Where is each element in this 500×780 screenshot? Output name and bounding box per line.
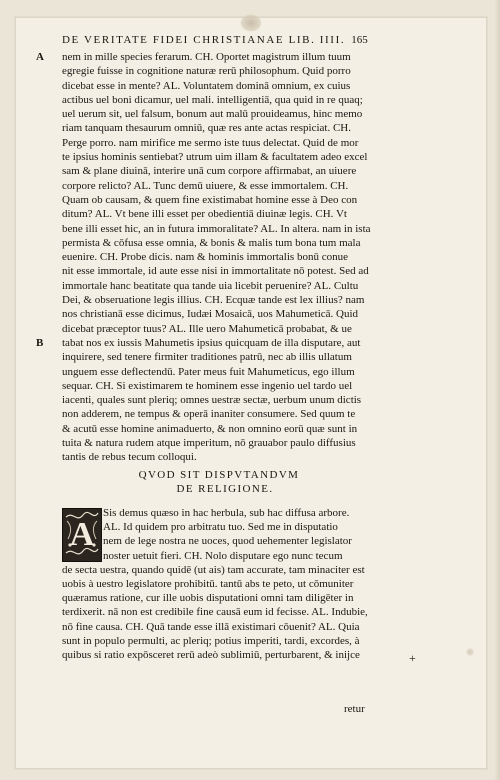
text-line: bene illi esset hic, an in futura immoralitate? AL. In altera. nam in ista bbox=[62, 222, 371, 235]
text-line: tantis de rebus tecum colloqui. bbox=[62, 451, 197, 464]
text-line: & acutū esse homine animaduerto, & non omnino eorū quæ sunt in bbox=[62, 422, 358, 435]
paper-stain bbox=[466, 648, 474, 656]
text-line: te ipsius hominis sentiebat? utrum uim illam & facultatem adeo excel bbox=[62, 151, 368, 164]
text-line: Sis demus quæso in hac herbula, sub hac diffusa arbore. bbox=[103, 507, 350, 519]
text-line: immortale hanc beatitate qua tande uia licebit peruenire? AL. Cultu bbox=[62, 279, 359, 292]
dialogue-text bbox=[62, 506, 378, 662]
text-line: iacenti, quales sunt pleriq; omnes uestræ sectæ, uerbum unum dictis bbox=[62, 394, 362, 407]
folio-number: 165 bbox=[351, 34, 368, 46]
text-line: Quam ob causam, & quem fine existimabat homine esse à Deo con bbox=[62, 193, 358, 206]
text-line: nem de lege nostra ne uoces, quod uehementer legislator bbox=[103, 535, 352, 548]
margin-mark: + bbox=[409, 651, 416, 665]
main-text bbox=[62, 50, 376, 465]
text-line: uel uerum sit, uel falsum, bonum aut malū prouideamus, hinc memo bbox=[62, 108, 363, 121]
section-heading-line-1: QVOD SIT DISPVTANDVM bbox=[138, 469, 300, 481]
text-line: dicebat præceptor tuus? AL. Ille uero Mahumeticā probabat, & ue bbox=[62, 322, 352, 335]
text-line: uobis à uestro legislatore prohibitū. tantū abs te peto, ut cōmuniter bbox=[62, 578, 354, 591]
running-head bbox=[62, 34, 482, 46]
text-line: quæramus ratione, cur ille uobis disputationi omni tam diligēter in bbox=[62, 592, 354, 605]
decorated-initial bbox=[62, 508, 102, 562]
text-line: riam tanquam thesaurum omniū, quæ res ante actas respiciat. CH. bbox=[62, 122, 351, 135]
text-line: dicebat esse in mente? AL. Voluntatem dominā omnium, ex cuius bbox=[62, 79, 351, 92]
text-line: tabat nos ex iussis Mahumetis ipsius quicquam de illa disputare, aut bbox=[62, 336, 361, 349]
text-line: Perge porro. nam mirifice me sermo iste tuus delectat. Quid de mor bbox=[62, 136, 359, 149]
text-line: nos christianā esse dicimus, Iudæi Mosaicā, uos Mahumeticā. Quid bbox=[62, 308, 359, 321]
section-heading bbox=[62, 468, 376, 496]
catchword: retur bbox=[344, 703, 365, 715]
text-line: egregie fuisse in cognitione naturæ rerū philosophum. Quid porro bbox=[62, 65, 351, 78]
text-line: nit esse immortale, id aute esse nisi in immortalitate nō potest. Sed ad bbox=[62, 265, 369, 278]
text-line: permista & cōfusa esse omnia, & bonis & malis tum bona tum mala bbox=[62, 236, 361, 249]
margin-letter-b: B bbox=[36, 337, 44, 349]
text-line: sequar. CH. Si existimarem te hominem esse ingenio uel tardo uel bbox=[62, 379, 353, 392]
text-line: quibus si ratio expōsceret rerū adeò sublimiū, perturbarent, & inijce bbox=[62, 649, 360, 662]
paper-stain bbox=[240, 14, 262, 32]
text-line: noster uetuit fieri. CH. Nolo disputare ego nunc tecum bbox=[103, 549, 343, 562]
text-line: ditum? AL. Vt bene illi esset per obedientiā diuinæ legis. CH. Vt bbox=[62, 208, 347, 221]
text-line: Dei, & obseruatione legis illius. CH. Ecquæ tande est lex illius? nam bbox=[62, 294, 365, 307]
text-line: AL. Id quidem pro arbitratu tuo. Sed me in disputatio bbox=[103, 521, 338, 534]
section-heading-line-2: DE RELIGIONE. bbox=[176, 483, 274, 495]
text-line: sunt in populo permulti, ac pleriq; potius imperiti, tardi, excordes, à bbox=[62, 634, 360, 647]
text-line: de secta uestra, quando quidē (ut ais) tam accurate, tam minaciter est bbox=[62, 563, 365, 576]
text-line: euenire. CH. Probe dicis. nam & hominis immortalis bonū conue bbox=[62, 251, 348, 264]
text-line: nem in mille species ferarum. CH. Oportet magistrum illum tuum bbox=[62, 51, 351, 63]
text-line: non adderem, ne tempus & operā inaniter consumere. Sed quum te bbox=[62, 408, 356, 421]
page-edge-shadow bbox=[494, 0, 500, 780]
text-line: inquirere, sed tenere firmiter traditiones patrū, nec ab illis ullatum bbox=[62, 351, 352, 364]
text-line: actibus uel boni dicamur, uel mali. intelligentiā, qua quid in re quaq; bbox=[62, 93, 363, 106]
text-line: terdixerit. nā non est credibile fine causā eum id fecisse. AL. Indubie, bbox=[62, 606, 368, 619]
text-line: sam & plane diuinā, interire unā cum corpore affirmabat, an uiuere bbox=[62, 165, 357, 178]
text-line: unguem esse deflectendū. Pater meus fuit Mahumeticus, ego illum bbox=[62, 365, 355, 378]
margin-letter-a: A bbox=[36, 51, 44, 63]
running-head-title: DE VERITATE FIDEI CHRISTIANAE LIB. IIII. bbox=[62, 34, 346, 46]
text-line: corpore relicto? AL. Tunc demū uiuere, & esse immortalem. CH. bbox=[62, 179, 349, 192]
text-line: nō fine causa. CH. Quā tande esse illā existimari cōuenit? AL. Quia bbox=[62, 620, 360, 633]
initial-letter: A bbox=[69, 516, 95, 553]
text-line: tuita & natura rudem atque imperitum, nō grauabor paulo diffusius bbox=[62, 437, 356, 450]
